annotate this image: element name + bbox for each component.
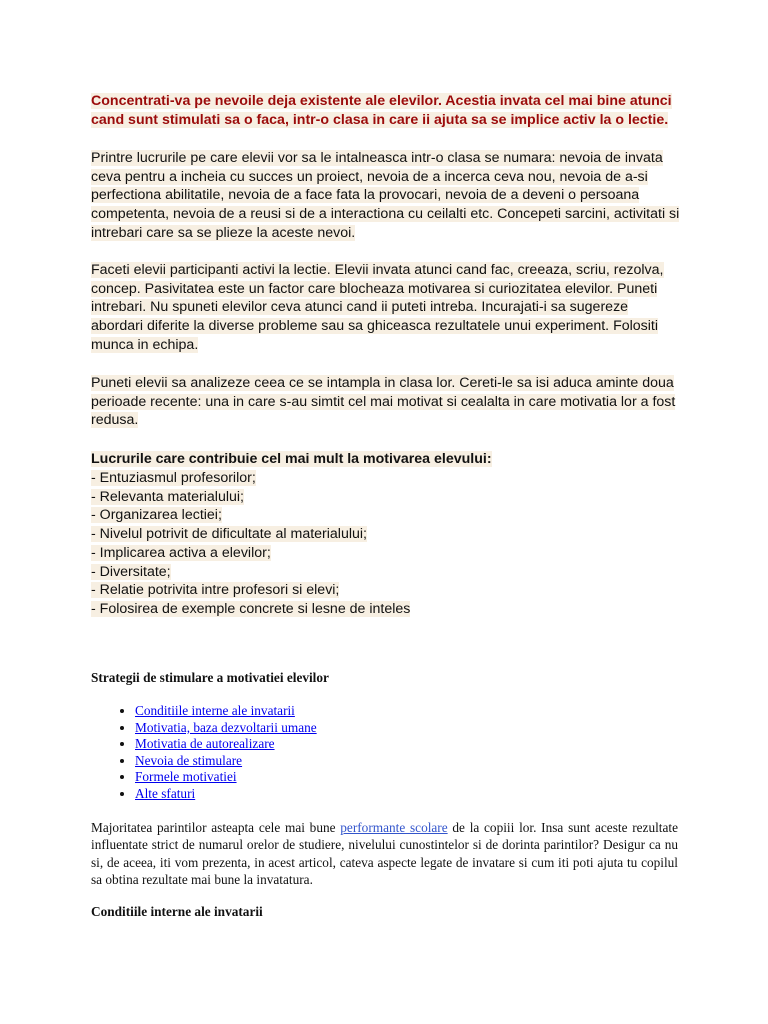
list-item <box>135 736 317 753</box>
list-item: - Diversitate; <box>91 563 171 580</box>
list-item: - Relevanta materialului; <box>91 488 244 505</box>
section-heading: Conditiile interne ale invatarii <box>91 904 263 919</box>
list-item <box>135 703 317 720</box>
article-paragraph: Majoritatea parintilor asteapta cele mai bune performante scolare de la copiii lor. Insa sunt aceste rezultate influentate strict de numarul orelor de studiere, nivelului cunostintelor si de dorinta parintilor? Desigur ca nu si, de aceea, iti vom prezenta, in acest articol, cateva aspecte legate de invatare si cum iti poti ajuta tu copilul sa obtina rezultate mai bune la invatatura. <box>91 820 678 887</box>
list-item <box>135 786 317 803</box>
paragraph-text: Printre lucrurile pe care elevii vor sa le intalneasca intr-o clasa se numara: nevoia de invata ceva pentru a incheia cu succes un proiect, nevoia de a incerca ceva nou, nevoia de a-si perfectiona abilitatile, nevoia de a face fata la provocari, nevoia de a deveni o persoana competenta, nevoia de a reusi si de a interactiona cu ceilalti etc. Concepeti sarcini, activitati si intrebari care sa se plieze la aceste nevoi. <box>91 150 680 241</box>
link-conditiile-interne[interactable]: Conditiile interne ale invatarii <box>135 703 295 718</box>
paragraph-text: Puneti elevii sa analizeze ceea ce se intampla in clasa lor. Cereti-le sa isi aduca aminte doua perioade recente: una in care s-au simtit cel mai motivat si cealalta in care motivatia lor a fost redusa. <box>91 375 676 429</box>
list-item: - Relatie potrivita intre profesori si elevi; <box>91 582 340 599</box>
paragraph-text: Faceti elevii participanti activi la lectie. Elevii invata atunci cand fac, creeaza, scriu, rezolva, concep. Pasivitatea este un factor care blocheaza motivarea si curiozitatea elevilor. Puneti intrebari. Nu spuneti elevilor ceva atunci cand ii puteti intreba. Incurajati-i sa sugereze abordari diferite la diverse probleme sau sa ghiceasca rezultatele unui experiment. Folositi munca in echipa. <box>91 262 664 353</box>
list-item: - Organizarea lectiei; <box>91 507 222 524</box>
motivation-list-title: Lucrurile care contribuie cel mai mult la motivarea elevului: <box>91 451 492 467</box>
strategies-link-list <box>90 703 317 803</box>
link-motivatia-baza[interactable]: Motivatia, baza dezvoltarii umane <box>135 719 317 735</box>
list-item: - Implicarea activa a elevilor; <box>91 544 271 561</box>
paragraph-needs <box>91 149 681 243</box>
list-item: - Entuziasmul profesorilor; <box>91 470 256 486</box>
list-item <box>135 720 317 737</box>
link-nevoia-stimulare[interactable]: Nevoia de stimulare <box>135 752 243 768</box>
list-item: - Nivelul potrivit de dificultate al materialului; <box>91 526 367 543</box>
paragraph-active-participants <box>91 261 681 355</box>
intro-text: Concentrati-va pe nevoile deja existente ale elevilor. Acestia invata cel mai bine atunci cand sunt stimulati sa o faca, intr-o clasa in care ii ajuta sa se implice activ la o lectie. <box>91 93 672 128</box>
list-item <box>135 769 317 786</box>
list-item: - Folosirea de exemple concrete si lesne de inteles <box>91 600 411 617</box>
link-performante-scolare[interactable]: performante scolare <box>340 820 448 835</box>
intro-paragraph <box>91 92 681 129</box>
link-alte-sfaturi[interactable]: Alte sfaturi <box>135 785 196 801</box>
motivation-list <box>91 469 681 619</box>
link-formele-motivatiei[interactable]: Formele motivatiei <box>135 769 237 785</box>
list-item <box>135 753 317 770</box>
link-motivatia-autorealizare[interactable]: Motivatia de autorealizare <box>135 736 275 752</box>
strategies-title: Strategii de stimulare a motivatiei elevilor <box>91 670 329 685</box>
paragraph-analyze <box>91 374 681 430</box>
